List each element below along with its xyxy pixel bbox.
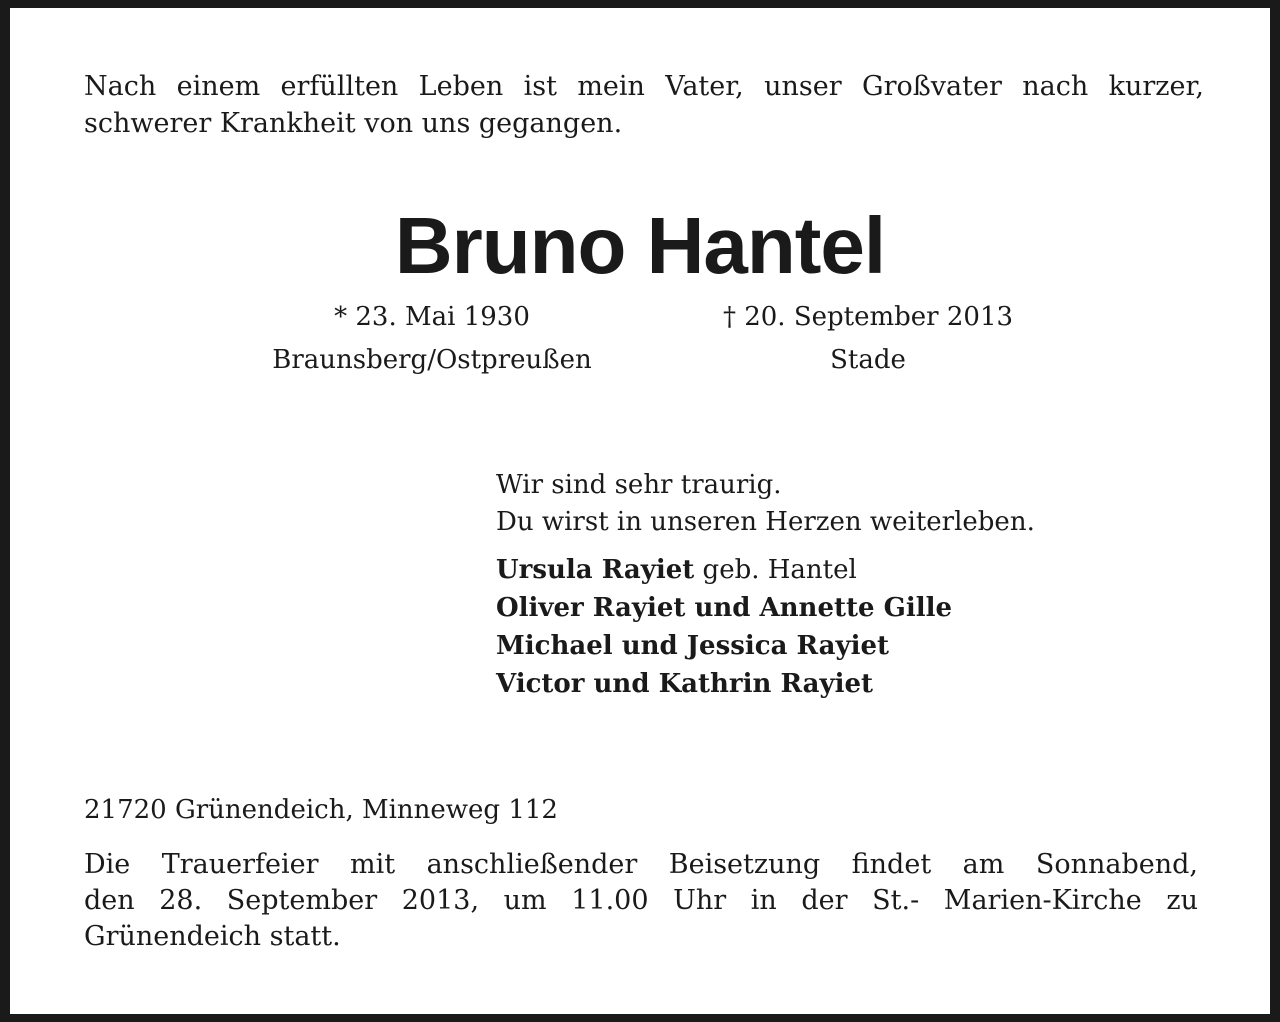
family-member-suffix: geb. Hantel [694,555,857,585]
birth-place: Braunsberg/Ostpreußen [272,345,592,375]
deceased-name: Bruno Hantel [394,201,886,290]
mourning-quote [496,467,1216,541]
family-member [496,551,1216,589]
intro-text [84,68,1204,142]
family-list [496,551,1216,703]
quote-line: Du wirst in unseren Herzen weiterleben. [496,507,1035,537]
birth-info [222,296,642,382]
family-member-name: Ursula Rayiet [496,555,695,585]
mourning-block [496,467,1216,703]
death-date: † 20. September 2013 [722,302,1014,332]
birth-date: * 23. Mai 1930 [334,302,530,332]
funeral-line: Die Trauerfeier mit anschließender Beisetzung findet am Sonnabend, [84,849,1198,880]
intro-line: schwerer Krankheit von uns gegangen. [84,108,623,139]
family-member [496,627,1216,665]
family-address: 21720 Grünendeich, Minneweg 112 [84,795,558,825]
quote-line: Wir sind sehr traurig. [496,470,782,500]
family-member [496,589,1216,627]
family-member-name: Oliver Rayiet und Annette Gille [496,593,952,623]
death-info [658,296,1078,382]
family-member [496,665,1216,703]
family-member-name: Victor und Kathrin Rayiet [496,669,874,699]
funeral-line: Grünendeich statt. [84,921,341,952]
death-place: Stade [830,345,906,375]
funeral-info [84,847,1198,955]
family-member-name: Michael und Jessica Rayiet [496,631,890,661]
funeral-line: den 28. September 2013, um 11.00 Uhr in der St.- Marien-Kirche zu [84,885,1198,916]
intro-line: Nach einem erfüllten Leben ist mein Vater, unser Großvater nach kurzer, [84,71,1204,102]
